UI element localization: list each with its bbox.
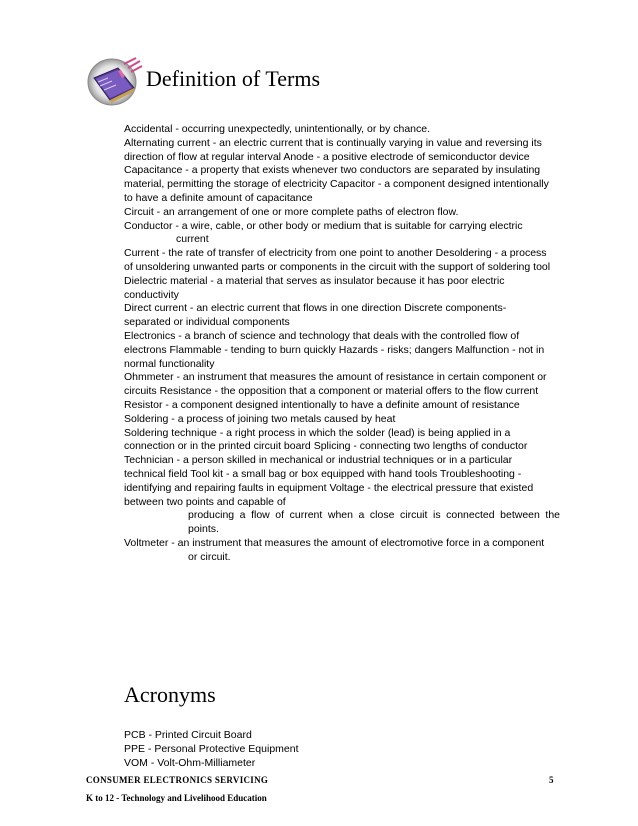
definition-line: Voltmeter - an instrument that measures the amount of electromotive force in a component xyxy=(124,536,545,549)
definition-line: conductivity xyxy=(124,288,179,301)
acronym-item: PPE - Personal Protective Equipment xyxy=(124,742,299,755)
footer-program: K to 12 - Technology and Livelihood Education xyxy=(86,793,267,803)
definition-line: or circuit. xyxy=(188,550,231,563)
definition-line: Direct current - an electric current that flows in one direction Discrete components- xyxy=(124,302,507,315)
definition-line: material, permitting the storage of electricity Capacitor - a component designed intentionally xyxy=(124,178,549,191)
definition-line: producing a flow of current when a close circuit is connected between the xyxy=(188,509,560,522)
definition-line: separated or individual components xyxy=(124,316,290,329)
definition-line: connection or in the printed circuit board Splicing - connecting two lengths of conductor xyxy=(124,440,528,453)
definition-line: Conductor - a wire, cable, or other body or medium that is suitable for carrying electric xyxy=(124,219,523,232)
definition-line: Dielectric material - a material that serves as insulator because it has poor electric xyxy=(124,274,505,287)
definition-line: Technician - a person skilled in mechanical or industrial techniques or in a particular xyxy=(124,454,513,467)
definition-line: circuits Resistance - the opposition that a component or material offers to the flow current xyxy=(124,385,539,398)
page-number: 5 xyxy=(549,775,554,785)
acronyms-list xyxy=(124,729,299,770)
acronym-item: VOM - Volt-Ohm-Milliameter xyxy=(124,756,256,769)
definition-line: Soldering technique - a right process in which the solder (lead) is being applied in a xyxy=(124,426,511,439)
definition-line: Ohmmeter - an instrument that measures the amount of resistance in certain component or xyxy=(124,371,547,384)
definition-line: Circuit - an arrangement of one or more complete paths of electron flow. xyxy=(124,205,459,218)
definition-line: points. xyxy=(188,523,219,536)
definition-line: to have a definite amount of capacitance xyxy=(124,191,313,204)
definition-line: Accidental - occurring unexpectedly, unintentionally, or by chance. xyxy=(124,123,431,135)
circuit-book-icon xyxy=(84,52,154,108)
definition-line: Resistor - a component designed intentionally to have a definite amount of resistance xyxy=(124,398,520,411)
definition-line: Soldering - a process of joining two metals caused by heat xyxy=(124,412,396,425)
definition-line: between two points and capable of xyxy=(124,495,286,508)
definition-line: Current - the rate of transfer of electricity from one point to another Desoldering - a process xyxy=(124,247,547,260)
acronym-item: PCB - Printed Circuit Board xyxy=(124,729,252,741)
definition-line: direction of flow at regular interval Anode - a positive electrode of semiconductor device xyxy=(124,150,530,163)
definition-line: Capacitance - a property that exists whenever two conductors are separated by insulating xyxy=(124,164,541,177)
definition-line: technical field Tool kit - a small bag or box equipped with hand tools Troubleshooting - xyxy=(124,467,522,480)
definition-line: identifying and repairing faults in equipment Voltage - the electrical pressure that existed xyxy=(124,481,534,494)
acronyms-heading: Acronyms xyxy=(124,682,216,707)
definition-line: normal functionality xyxy=(124,357,215,370)
definition-line: current xyxy=(176,233,209,246)
definition-line: of unsoldering unwanted parts or components in the circuit with the support of soldering tool xyxy=(124,260,551,273)
page-title: Definition of Terms xyxy=(146,66,321,91)
definition-line: Alternating current - an electric current that is continually varying in value and reversing its xyxy=(124,136,542,149)
definitions-list xyxy=(124,123,560,565)
definition-line: electrons Flammable - tending to burn quickly Hazards - risks; dangers Malfunction - not in xyxy=(124,343,545,356)
definition-line: Electronics - a branch of science and technology that deals with the controlled flow of xyxy=(124,329,520,342)
footer-course: CONSUMER ELECTRONICS SERVICING xyxy=(86,775,269,785)
